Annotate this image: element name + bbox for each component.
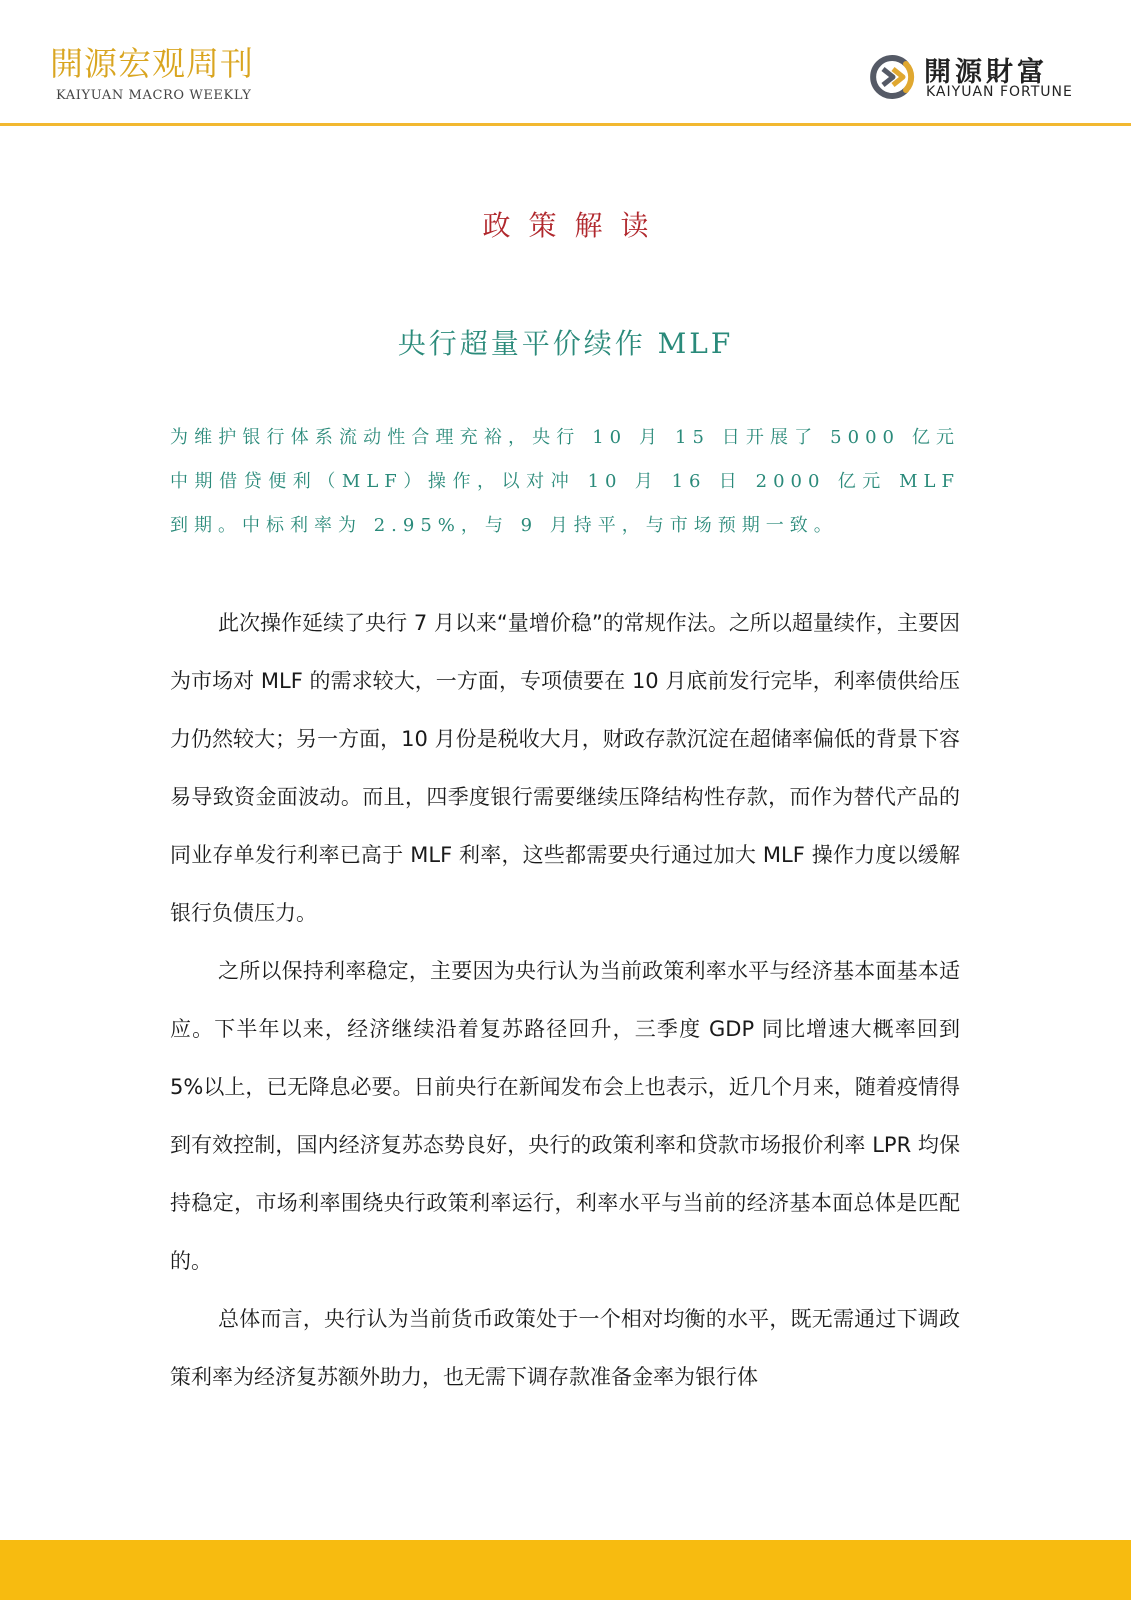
article-summary: 为维护银行体系流动性合理充裕，央行 10 月 15 日开展了 5000 亿元中期借贷便利（MLF）操作，以对冲 10 月 16 日 2000 亿元 MLF 到期。中标利率为 2.95%，与 9 月持平，与市场预期一致。 — [170, 427, 960, 536]
header-divider — [0, 123, 1131, 126]
logo-text-cn: 開源財富 — [924, 57, 1048, 88]
logo-text-en: KAIYUAN FORTUNE — [926, 84, 1073, 100]
body-paragraph: 此次操作延续了央行 7 月以来“量增价稳”的常规作法。之所以超量续作，主要因为市场对 MLF 的需求较大，一方面，专项债要在 10 月底前发行完毕，利率债供给压力仍然较大；另一方面，10 月份是税收大月，财政存款沉淀在超储率偏低的背景下容易导致资金面波动。而且，四季度银行需要继续压降结构性存款，而作为替代产品的同业存单发行利率已高于 MLF 利率，这些都需要央行通过加大 MLF 操作力度以缓解银行负债压力。 — [170, 611, 960, 925]
article-title: 央行超量平价续作 MLF — [397, 327, 734, 360]
publication-title: 開源宏观周刊 — [50, 44, 254, 83]
kaiyuan-logo-icon — [866, 52, 916, 102]
body-paragraph: 之所以保持利率稳定，主要因为央行认为当前政策利率水平与经济基本面基本适应。下半年以来，经济继续沿着复苏路径回升，三季度 GDP 同比增速大概率回到 5%以上，已无降息必要。日前央行在新闻发布会上也表示，近几个月来，随着疫情得到有效控制，国内经济复苏态势良好，央行的政策利率和贷款市场报价利率 LPR 均保持稳定，市场利率围绕央行政策利率运行，利率水平与当前的经济基本面总体是匹配的。 — [170, 959, 960, 1273]
body-paragraph: 总体而言，央行认为当前货币政策处于一个相对均衡的水平，既无需通过下调政策利率为经济复苏额外助力，也无需下调存款准备金率为银行体 — [170, 1307, 960, 1389]
page-header — [0, 0, 1131, 128]
article-body — [170, 594, 960, 1406]
section-title: 政策解读 — [482, 209, 667, 242]
publication-subtitle: KAIYUAN MACRO WEEKLY — [56, 88, 252, 103]
footer-bar — [0, 1540, 1131, 1600]
company-logo — [866, 48, 1086, 108]
